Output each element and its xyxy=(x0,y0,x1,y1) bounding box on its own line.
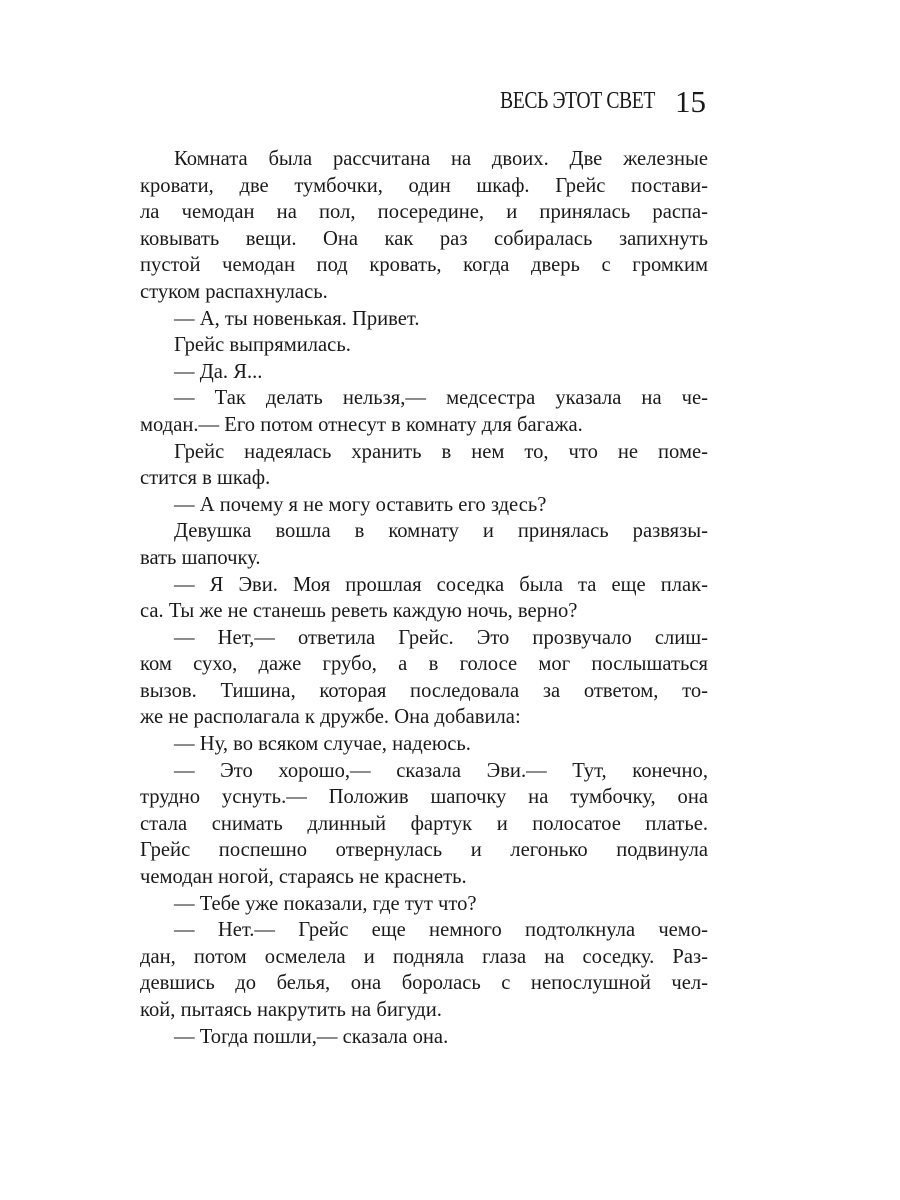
text-line: са. Ты же не станешь реветь каждую ночь, верно? xyxy=(140,600,578,623)
text-line: — Это хорошо,— сказала Эви.— Тут, конечно, xyxy=(174,759,708,782)
text-line: трудно уснуть.— Положив шапочку на тумбочку, она xyxy=(140,786,708,809)
text-line: Грейс выпрямилась. xyxy=(174,334,351,357)
text-line: стуком распахнулась. xyxy=(140,280,328,303)
paragraph xyxy=(140,306,708,333)
paragraph xyxy=(140,891,708,918)
text-line: Комната была рассчитана на двоих. Две железные xyxy=(174,148,708,170)
text-line: ковывать вещи. Она как раз собиралась запихнуть xyxy=(140,227,708,250)
text-line: — Нет.— Грейс еще немного подтолкнула чемо- xyxy=(174,919,708,942)
paragraph xyxy=(140,731,708,758)
paragraph xyxy=(140,359,708,386)
text-line: — Так делать нельзя,— медсестра указала на че- xyxy=(174,387,708,410)
text-line: стится в шкаф. xyxy=(140,467,271,490)
paragraph xyxy=(140,758,708,891)
paragraph xyxy=(140,625,708,731)
paragraph xyxy=(140,332,708,359)
text-line: — Тебе уже показали, где тут что? xyxy=(174,892,477,915)
paragraph xyxy=(140,917,708,1023)
page-number: 15 xyxy=(675,84,706,119)
text-line: стала снимать длинный фартук и полосатое платье. xyxy=(140,812,708,835)
body-text xyxy=(140,146,708,1050)
text-line: — Тогда пошли,— сказала она. xyxy=(174,1025,449,1048)
paragraph xyxy=(140,518,708,571)
text-line: Грейс надеялась хранить в нем то, что не поме- xyxy=(174,440,708,463)
text-line: модан.— Его потом отнесут в комнату для багажа. xyxy=(140,413,583,436)
text-line: — Нет,— ответила Грейс. Это прозвучало слиш- xyxy=(174,626,708,649)
text-line: — А почему я не могу оставить его здесь? xyxy=(174,493,547,516)
text-line: — Я Эви. Моя прошлая соседка была та еще плак- xyxy=(174,573,708,596)
text-line: ком сухо, даже грубо, а в голосе мог послышаться xyxy=(140,653,708,676)
running-title: ВЕСЬ ЭТОТ СВЕТ xyxy=(500,88,655,114)
text-line: ла чемодан на пол, посередине, и принялась распа- xyxy=(140,201,708,224)
paragraph xyxy=(140,572,708,625)
text-line: кровати, две тумбочки, один шкаф. Грейс постави- xyxy=(140,174,708,197)
paragraph xyxy=(140,1024,708,1051)
text-line: кой, пытаясь накрутить на бигуди. xyxy=(140,999,442,1021)
text-line: Девушка вошла в комнату и принялась развязы- xyxy=(174,520,708,543)
text-line: же не располагала к дружбе. Она добавила: xyxy=(140,706,521,729)
paragraph xyxy=(140,146,708,306)
text-line: девшись до белья, она боролась с непослушной чел- xyxy=(140,972,708,995)
text-line: Грейс поспешно отвернулась и легонько подвинула xyxy=(140,839,708,862)
text-line: — Да. Я... xyxy=(174,360,263,383)
text-line: вать шапочку. xyxy=(140,546,261,569)
text-line: — А, ты новенькая. Привет. xyxy=(174,307,420,330)
paragraph xyxy=(140,492,708,519)
text-line: чемодан ногой, стараясь не краснеть. xyxy=(140,866,467,889)
text-line: дан, потом осмелела и подняла глаза на соседку. Раз- xyxy=(140,945,708,968)
text-line: пустой чемодан под кровать, когда дверь с громким xyxy=(140,254,708,277)
text-line: — Ну, во всяком случае, надеюсь. xyxy=(174,733,471,756)
text-line: вызов. Тишина, которая последовала за ответом, то- xyxy=(140,679,708,702)
paragraph xyxy=(140,385,708,438)
paragraph xyxy=(140,439,708,492)
